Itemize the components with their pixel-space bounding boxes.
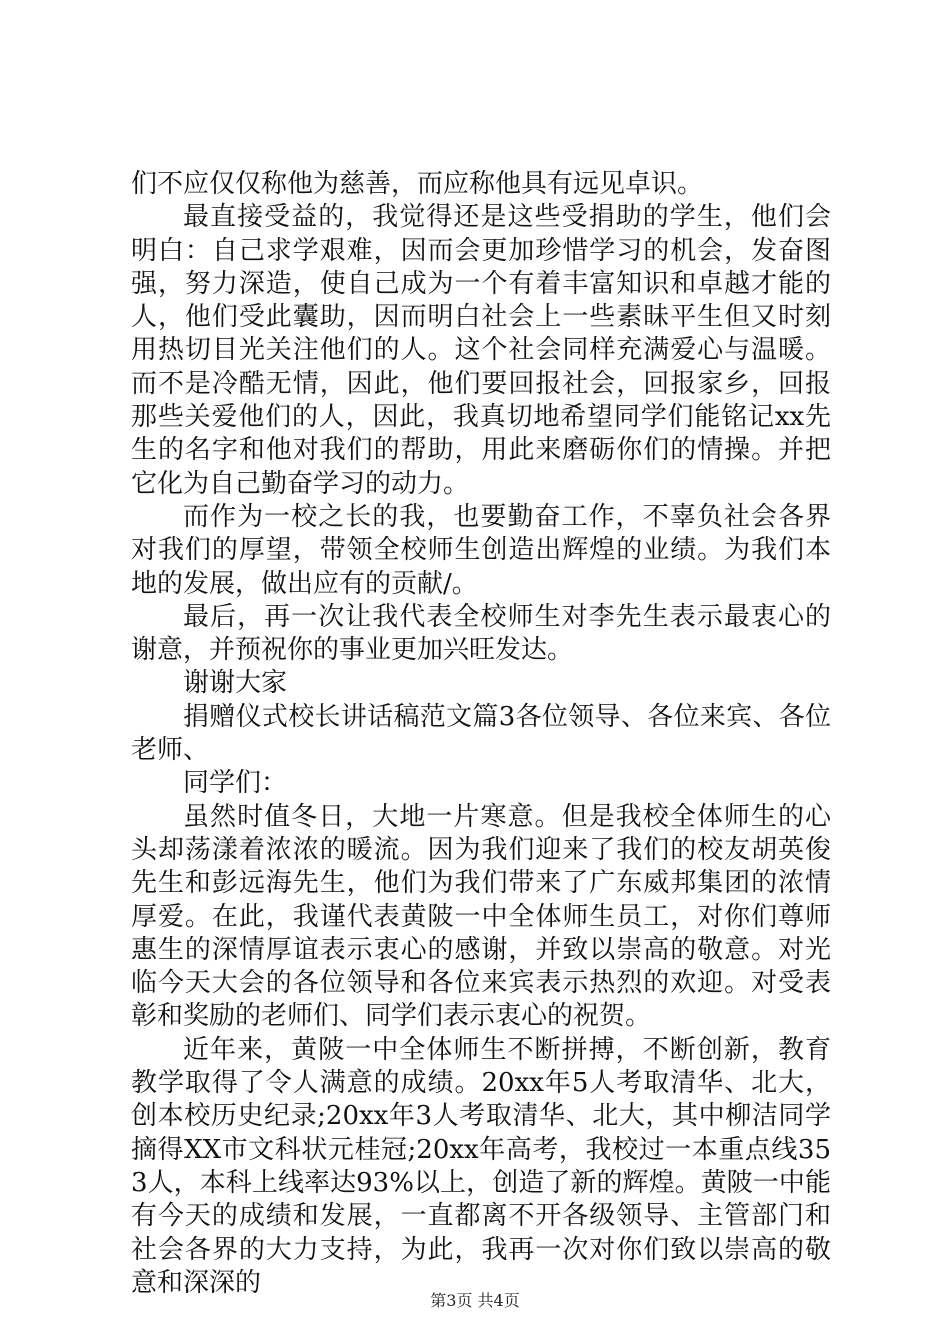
paragraph-section-heading: 捐赠仪式校长讲话稿范文篇3各位领导、各位来宾、各位老师、 [131,701,831,766]
paragraph-salutation: 同学们： [183,768,288,799]
paragraph-closing-thanks: 最后，再一次让我代表全校师生对李先生表示最衷心的谢意，并预祝你的事业更加兴旺发达。 [131,601,831,666]
paragraph-principal-duty: 而作为一校之长的我，也要勤奋工作，不辜负社会各界对我们的厚望，带领全校师生创造出辉煌的业绩。为我们本地的发展，做出应有的贡献/。 [131,501,831,599]
paragraph-winter-welcome: 虽然时值冬日，大地一片寒意。但是我校全体师生的心头却荡漾着浓浓的暖流。因为我们迎来了我们的校友胡英俊先生和彭远海先生，他们为我们带来了广东威邦集团的浓情厚爱。在此，我谨代表黄陂一中全体师生员工，对你们尊师惠生的深情厚谊表示衷心的感谢，并致以崇高的敬意。对光临今天大会的各位领导和各位来宾表示热烈的欢迎。对受表彰和奖励的老师们、同学们表示衷心的祝贺。 [131,801,831,1032]
paragraph-continuation: 们不应仅仅称他为慈善，而应称他具有远见卓识。 [131,169,704,199]
paragraph-thank-everyone: 谢谢大家 [183,668,288,699]
paragraph-achievements: 近年来，黄陂一中全体师生不断拼搏，不断创新，教育教学取得了令人满意的成绩。20xx年5人考取清华、北大，创本校历史纪录;20xx年3人考取清华、北大，其中柳洁同学摘得XX市文科状元桂冠;20xx年高考，我校过一本重点线353人，本科上线率达93%以上，创造了新的辉煌。黄陂一中能有今天的成绩和发展，一直都离不开各级领导、主管部门和社会各界的大力支持，为此，我再一次对你们致以崇高的敬意和深深的 [131,1034,831,1298]
page-footer: 第3页 共4页 [430,1291,520,1310]
paragraph-students-benefit: 最直接受益的，我觉得还是这些受捐助的学生，他们会明白：自己求学艰难，因而会更加珍惜学习的机会，发奋图强，努力深造，使自己成为一个有着丰富知识和卓越才能的人，他们受此囊助，因而明白社会上一些素昧平生但又时刻用热切目光关注他们的人。这个社会同样充满爱心与温暖。而不是冷酷无情，因此，他们要回报社会，回报家乡，回报那些关爱他们的人，因此，我真切地希望同学们能铭记xx先生的名字和他对我们的帮助，用此来磨砺你们的情操。并把它化为自己勤奋学习的动力。 [131,202,831,499]
document-body [131,168,831,1300]
